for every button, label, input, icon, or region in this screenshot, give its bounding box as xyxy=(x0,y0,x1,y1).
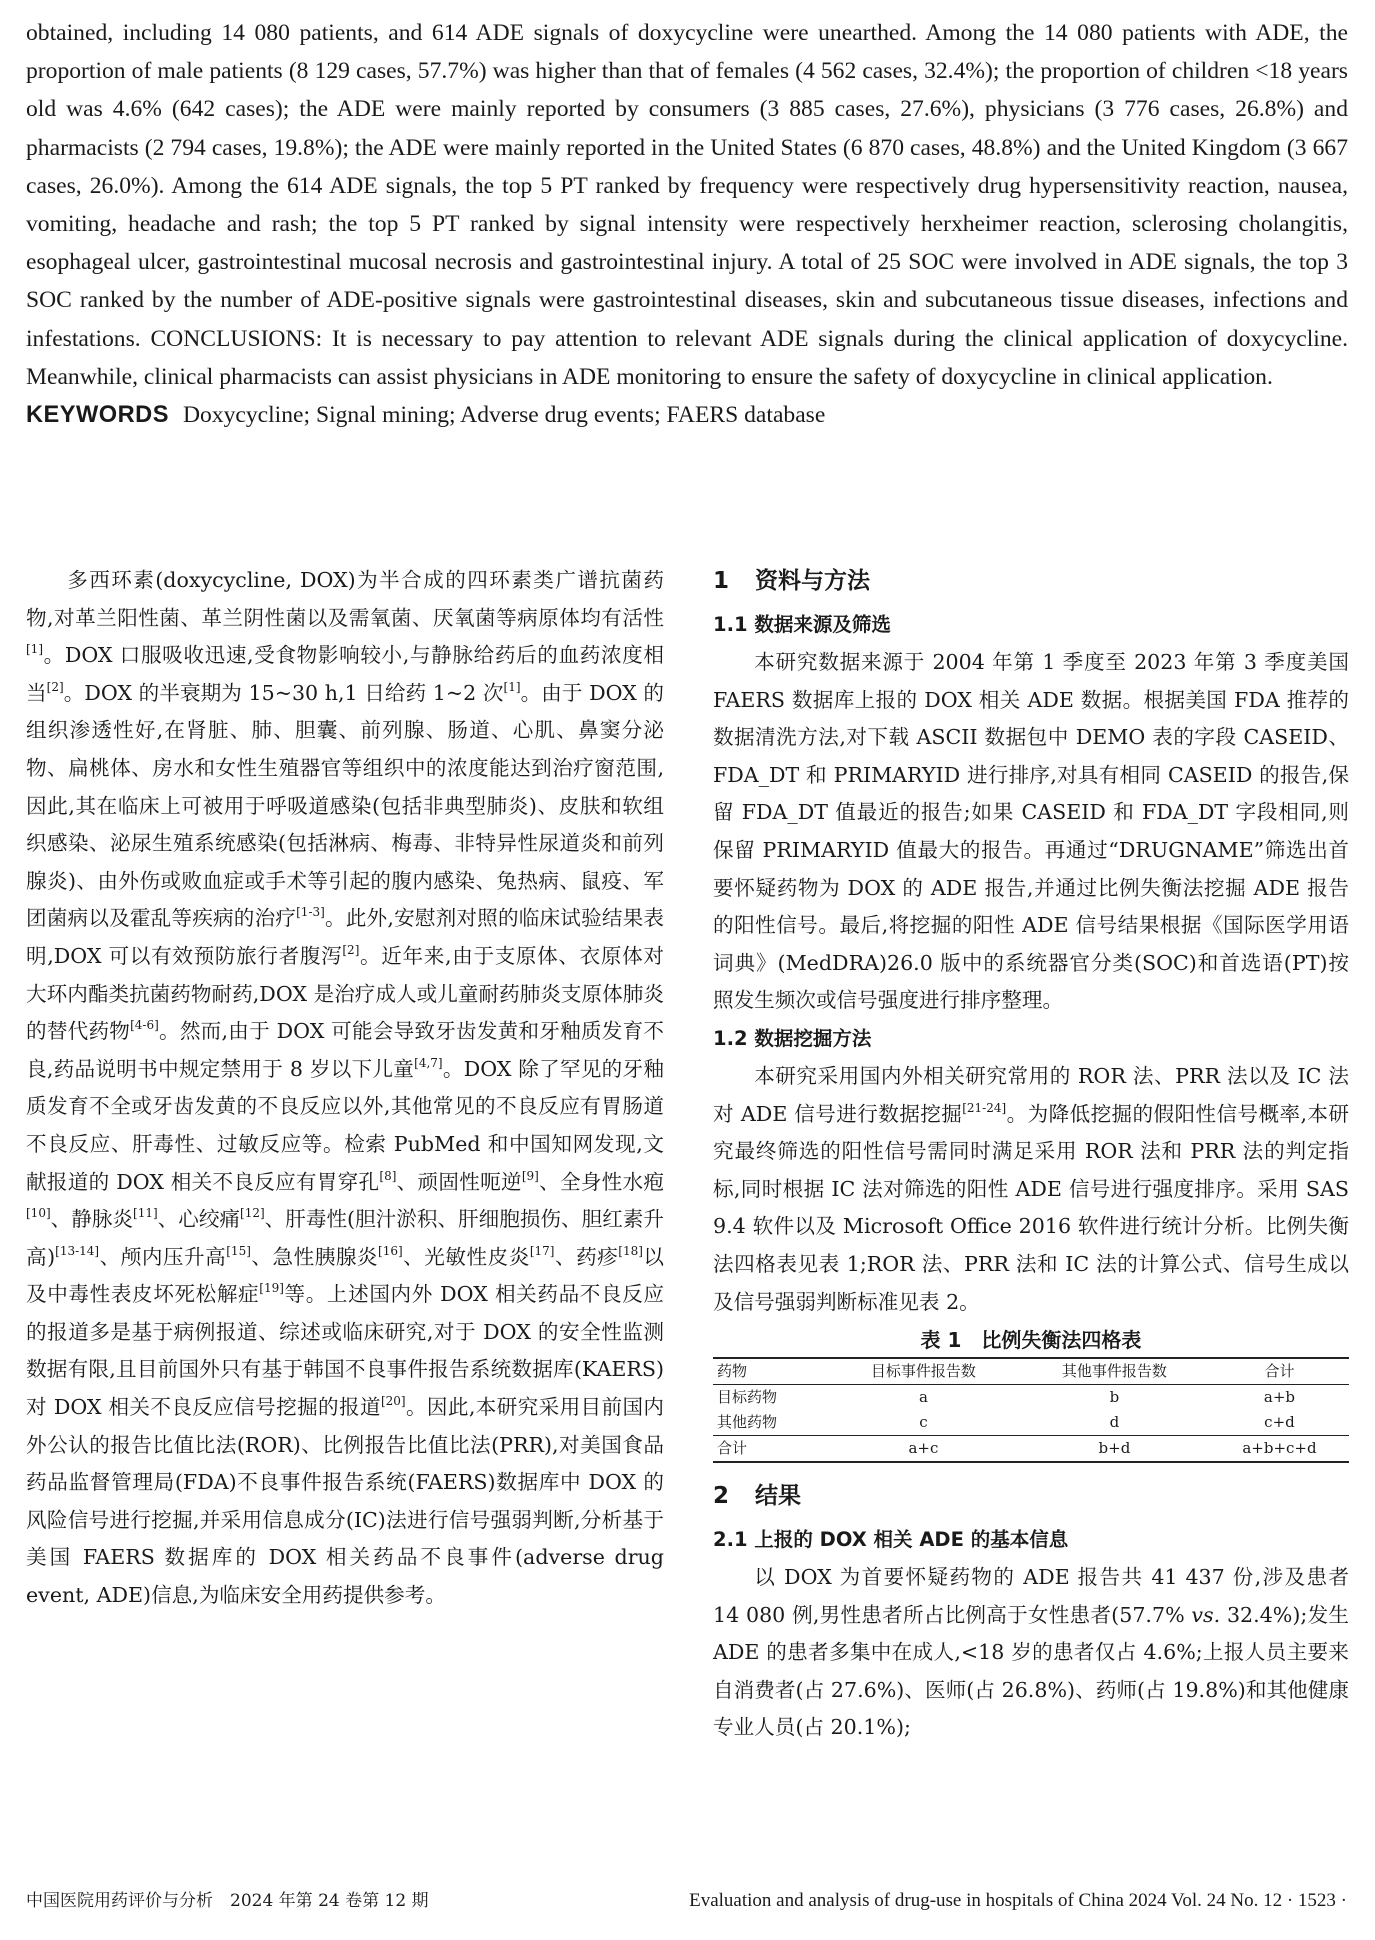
table-cell: b+d xyxy=(1019,1436,1210,1463)
citation: [4-6] xyxy=(130,1018,159,1033)
citation: [16] xyxy=(378,1243,403,1258)
citation: [19] xyxy=(259,1281,284,1296)
table-cell: b xyxy=(1109,1388,1120,1407)
citation: [15] xyxy=(226,1243,251,1258)
table-cell: d xyxy=(1109,1413,1120,1432)
intro-paragraph: 多西环素(doxycycline, DOX)为半合成的四环素类广谱抗菌药物,对革兰阳性菌、革兰阴性菌以及需氧菌、厌氧菌等病原体均有活性[1]。DOX 口服吸收迅速,受食物影响较小,与静脉给药后的血药浓度相当[2]。DOX 的半衰期为 15~30 h,1 日给药 1~2 次[1]。由于 DOX 的组织渗透性好,在肾脏、肺、胆囊、前列腺、肠道、心肌、鼻窦分泌物、扁桃体、房水和女性生殖器官等组织中的浓度能达到治疗窗范围,因此,其在临床上可被用于呼吸道感染(包括非典型肺炎)、皮肤和软组织感染、泌尿生殖系统感染(包括淋病、梅毒、非特异性尿道炎和前列腺炎)、由外伤或败血症或手术等引起的腹内感染、兔热病、鼠疫、军团菌病以及霍乱等疾病的治疗[1-3]。此外,安慰剂对照的临床试验结果表明,DOX 可以有效预防旅行者腹泻[2]。近年来,由于支原体、衣原体对大环内酯类抗菌药物耐药,DOX 是治疗成人或儿童耐药肺炎支原体肺炎的替代药物[4-6]。然而,由于 DOX 可能会导致牙齿发黄和牙釉质发育不良,药品说明书中规定禁用于 8 岁以下儿童[4,7]。DOX 除了罕见的牙釉质发育不全或牙齿发黄的不良反应以外,其他常见的不良反应有胃肠道不良反应、肝毒性、过敏反应等。检索 PubMed 和中国知网发现,文献报道的 DOX 相关不良反应有胃穿孔[8]、顽固性呃逆[9]、全身性水疱[10]、静脉炎[11]、心绞痛[12]、肝毒性(胆汁淤积、肝细胞损伤、胆红素升高)[13-14]、颅内压升高[15]、急性胰腺炎[16]、光敏性皮炎[17]、药疹[18]以及中毒性表皮坏死松解症[19]等。上述国内外 DOX 相关药品不良反应的报道多是基于病例报道、综述或临床研究,对于 DOX 的安全性监测数据有限,且目前国外只有基于韩国不良事件报告系统数据库(KAERS)对 DOX 相关不良反应信号挖掘的报道[20]。因此,本研究采用目前国内外公认的报告比值比法(ROR)、比例报告比值比法(PRR),对美国食品药品监督管理局(FDA)不良事件报告系统(FAERS)数据库中 DOX 的风险信号进行挖掘,并采用信息成分(IC)法进行信号强弱判断,分析基于美国 FAERS 数据库的 DOX 相关药品不良事件(adverse drug event, ADE)信息,为临床安全用药提供参考。 xyxy=(26,568,665,1608)
keywords-label: KEYWORDS xyxy=(26,402,169,429)
table-cell: a+b+c+d xyxy=(1210,1436,1349,1463)
citation: [17] xyxy=(529,1243,555,1258)
table-cell: a+b xyxy=(1263,1388,1296,1407)
table-header-cell: 合计 xyxy=(1210,1358,1349,1385)
table-cell: a+c xyxy=(828,1436,1019,1463)
citation: [1-3] xyxy=(296,905,325,920)
table-header-cell: 目标事件报告数 xyxy=(828,1358,1019,1385)
table-cell: 合计 xyxy=(713,1436,828,1463)
right-column xyxy=(713,562,1349,1747)
table-cell: 其他药物 xyxy=(717,1413,778,1432)
keywords: Doxycycline; Signal mining; Adverse drug events; FAERS database xyxy=(182,402,826,429)
abstract-text: obtained, including 14 080 patients, and 614 ADE signals of doxycycline were unearthed. Among the 14 080 patients with ADE, the proportion of male patients (8 129 cases, 57.7%) was higher than that of females (4 562 cases, 32.4%); the proportion of children <18 years old was 4.6% (642 cases); the ADE were mainly reported by consumers (3 885 cases, 27.6%), physicians (3 776 cases, 26.8%) and pharmacists (2 794 cases, 19.8%); the ADE were mainly reported in the United States (6 870 cases, 48.8%) and the United Kingdom (3 667 cases, 26.0%). Among the 614 ADE signals, the top 5 PT ranked by frequency were respectively drug hypersensitivity reaction, nausea, vomiting, headache and rash; the top 5 PT ranked by signal intensity were respectively herxheimer reaction, sclerosing cholangitis, esophageal ulcer, gastrointestinal mucosal necrosis and gastrointestinal injury. A total of 25 SOC were involved in ADE signals, the top 3 SOC ranked by the number of ADE-positive signals were gastrointestinal diseases, skin and subcutaneous tissue diseases, infections and infestations. CONCLUSIONS: It is necessary to pay attention to relevant ADE signals during the clinical application of doxycycline. Meanwhile, clinical pharmacists can assist physicians in ADE monitoring to ensure the safety of doxycycline in clinical application. xyxy=(26,20,1348,390)
citation: [4,7] xyxy=(414,1055,443,1070)
citation: [2] xyxy=(342,942,360,957)
citation: [21-24] xyxy=(962,1100,1007,1115)
paragraph-1-2: 本研究采用国内外相关研究常用的 ROR 法、PRR 法以及 IC 法对 ADE 信号进行数据挖掘[21-24]。为降低挖掘的假阳性信号概率,本研究最终筛选的阳性信号需同时满足采用 ROR 法和 PRR 法的判定指标,同时根据 IC 法对筛选的阳性 ADE 信号进行强度排序。采用 SAS 9.4 软件以及 Microsoft Office 2016 软件进行统计分析。比例失衡法四格表见表 1;ROR 法、PRR 法和 IC 法的计算公式、信号生成以及信号强弱判断标准见表 2。 xyxy=(713,1063,1350,1314)
citation: [1] xyxy=(503,679,521,694)
citation: [11] xyxy=(133,1206,158,1221)
abstract xyxy=(26,14,1348,434)
citation: [12] xyxy=(240,1206,265,1221)
table-1-title: 表 1 比例失衡法四格表 xyxy=(920,1328,1142,1353)
section-heading-1: 1 资料与方法 xyxy=(713,568,871,594)
subsection-heading-2-1: 2.1 上报的 DOX 相关 ADE 的基本信息 xyxy=(713,1528,1069,1552)
citation: [1] xyxy=(26,642,43,657)
citation: [20] xyxy=(380,1394,406,1409)
table-cell: a xyxy=(918,1388,928,1407)
citation: [18] xyxy=(618,1243,643,1258)
table-header-row xyxy=(713,1358,1349,1385)
table-row-total xyxy=(713,1436,1349,1463)
table-cell: c+d xyxy=(1264,1413,1295,1432)
footer-journal-en: Evaluation and analysis of drug-use in hospitals of China 2024 Vol. 24 No. 12 · 1523 · xyxy=(689,1890,1347,1911)
citation: [9] xyxy=(521,1168,539,1183)
table-cell: 目标药物 xyxy=(717,1388,778,1407)
table-cell: c xyxy=(919,1413,928,1432)
keywords-line xyxy=(26,396,1348,434)
table-row xyxy=(713,1410,1349,1436)
paragraph-2-1: 以 DOX 为首要怀疑药物的 ADE 报告共 41 437 份,涉及患者 14 080 例,男性患者所占比例高于女性患者(57.7% vs. 32.4%);发生 ADE 的患者多集中在成人,<18 岁的患者仅占 4.6%;上报人员主要来自消费者(占 27.6%)、医师(占 26.8%)、药师(占 19.8%)和其他健康专业人员(占 20.1%); xyxy=(713,1565,1349,1740)
table-row xyxy=(713,1385,1349,1411)
table-header-cell: 药物 xyxy=(713,1358,828,1385)
table-1 xyxy=(713,1357,1349,1463)
footer-journal-cn: 中国医院用药评价与分析 2024 年第 24 卷第 12 期 xyxy=(26,1891,429,1911)
subsection-heading-1-1: 1.1 数据来源及筛选 xyxy=(713,613,891,636)
citation: [8] xyxy=(379,1168,397,1183)
citation: [10] xyxy=(26,1206,51,1221)
left-column xyxy=(26,562,664,1615)
citation: [13-14] xyxy=(55,1243,100,1258)
section-heading-2: 2 结果 xyxy=(713,1483,802,1510)
table-header-cell: 其他事件报告数 xyxy=(1019,1358,1210,1385)
paragraph-1-1: 本研究数据来源于 2004 年第 1 季度至 2023 年第 3 季度美国 FAERS 数据库上报的 DOX 相关 ADE 数据。根据美国 FDA 推荐的数据清洗方法,对下载 ASCII 数据包中 DEMO 表的字段 CASEID、FDA_DT 和 PRIMARYID 进行排序,对具有相同 CASEID 的报告,保留 FDA_DT 值最近的报告;如果 CASEID 和 FDA_DT 字段相同,则保留 PRIMARYID 值最大的报告。再通过“DRUGNAME”筛选出首要怀疑药物为 DOX 的 ADE 报告,并通过比例失衡法挖掘 ADE 报告的阳性信号。最后,将挖掘的阳性 ADE 信号结果根据《国际医学用语词典》(MedDRA)26.0 版中的系统器官分类(SOC)和首选语(PT)按照发生频次或信号强度进行排序整理。 xyxy=(713,650,1349,1013)
subsection-heading-1-2: 1.2 数据挖掘方法 xyxy=(713,1026,872,1050)
citation: [2] xyxy=(46,679,64,694)
